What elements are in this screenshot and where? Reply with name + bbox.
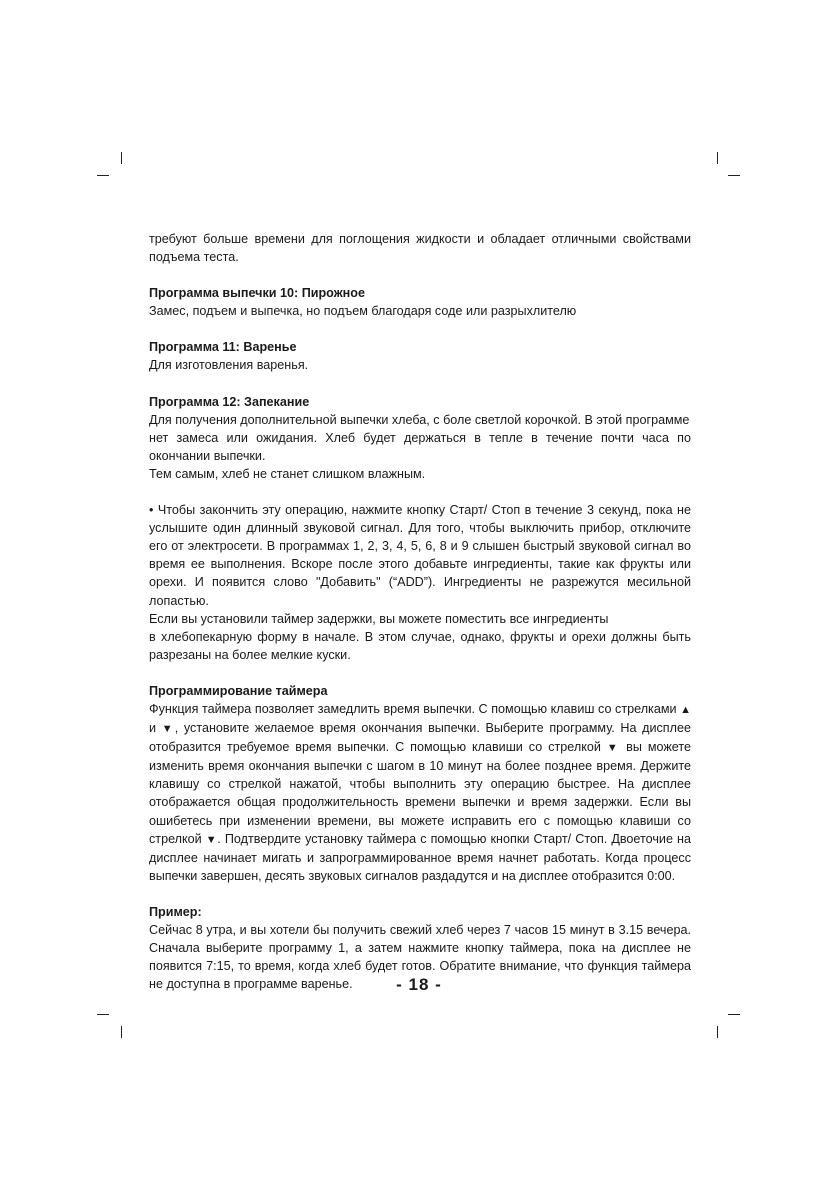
program-12-line-1: Для получения дополнительной выпечки хлеба, с боле светлой корочкой. В этой программе <box>149 412 690 427</box>
crop-mark-bottom-right-horizontal <box>728 1014 740 1015</box>
example-paragraph: Сейчас 8 утра, и вы хотели бы получить свежий хлеб через 7 часов 15 минут в 3.15 вечера. Сначала выберите программу 1, а затем нажмите кнопку таймера, пока на дисплее не появится 7:15, то время, когда хлеб будет готов. Обратите внимание, что функция таймера не доступна в программе варенье. <box>149 923 691 992</box>
down-arrow-icon: ▼ <box>205 833 218 846</box>
timer-text-4: вы можете изменить время окончания выпечки с шагом в 10 минут на более позднее время. Держите клавишу со стрелкой нажатой, чтобы выполнить эту операцию быстрее. На дисплее отображается общая продолжительность времени выпечки и время задержки. Если вы ошибетесь при изменении времени, вы можете исправить его с помощью клавиши со стрелкой <box>149 740 691 846</box>
down-arrow-icon: ▼ <box>161 723 175 736</box>
notes-delay-line: Если вы установили таймер задержки, вы можете поместить все ингредиенты <box>149 611 609 626</box>
notes-delay-paragraph: в хлебопекарную форму в начале. В этом случае, однако, фрукты и орехи должны быть разрезаны на более мелкие куски. <box>149 629 691 662</box>
timer-text-1: Функция таймера позволяет замедлить время выпечки. С помощью клавиш со стрелками <box>149 701 677 716</box>
page-number: - 18 - <box>396 975 442 994</box>
program-11-heading: Программа 11: Варенье <box>149 340 297 355</box>
timer-text-2: и <box>149 721 162 736</box>
down-arrow-icon: ▼ <box>606 742 621 755</box>
example-heading: Пример: <box>149 904 202 919</box>
program-11-text: Для изготовления варенья. <box>149 358 309 373</box>
crop-mark-top-right-vertical <box>717 152 718 164</box>
crop-mark-top-right-horizontal <box>728 175 740 176</box>
program-12-line-2: нет замеса или ожидания. Хлеб будет держаться в тепле в течение почти часа по окончании выпечки. <box>149 430 691 463</box>
crop-mark-top-left-horizontal <box>97 175 109 176</box>
timer-text-5: . Подтвердите установку таймера с помощью кнопки Старт/ Стоп. Двоеточие на дисплее начинает мигать и запрограммированное время начнет работать. Когда процесс выпечки завершен, десять звуковых сигналов раздадутся и на дисплее отобразится 0:00. <box>149 831 692 883</box>
up-arrow-icon: ▲ <box>680 703 691 716</box>
crop-mark-top-left-vertical <box>121 152 122 164</box>
program-12-line-3: Тем самым, хлеб не станет слишком влажным. <box>149 466 426 481</box>
intro-paragraph: требуют больше времени для поглощения жидкости и обладает отличными свойствами подъема теста. <box>149 232 691 265</box>
timer-heading: Программирование таймера <box>149 683 328 698</box>
program-10-text: Замес, подъем и выпечка, но подъем благодаря соде или разрыхлителю <box>149 304 577 319</box>
notes-paragraph: • Чтобы закончить эту операцию, нажмите кнопку Старт/ Стоп в течение 3 секунд, пока не услышите один длинный звуковой сигнал. Для того, чтобы выключить прибор, отключите его от электросети. В программах 1, 2, 3, 4, 5, 6, 8 и 9 слышен быстрый звуковой сигнал во время ее выполнения. Вскоре после этого добавьте ингредиенты, такие как фрукты или орехи. И появится слово "Добавить" (“ADD”). Ингредиенты не разрежутся месильной лопастью. <box>149 503 691 608</box>
crop-mark-bottom-left-horizontal <box>97 1014 109 1015</box>
crop-mark-bottom-left-vertical <box>121 1026 122 1038</box>
program-10-heading: Программа выпечки 10: Пирожное <box>149 286 365 301</box>
timer-paragraph <box>149 700 691 885</box>
crop-mark-bottom-right-vertical <box>717 1026 718 1038</box>
page-content <box>149 230 691 993</box>
program-12-heading: Программа 12: Запекание <box>149 394 310 409</box>
timer-text-3: , установите желаемое время окончания выпечки. Выберите программу. На дисплее отобразится требуемое время выпечки. С помощью клавиши со стрелкой <box>149 721 691 755</box>
